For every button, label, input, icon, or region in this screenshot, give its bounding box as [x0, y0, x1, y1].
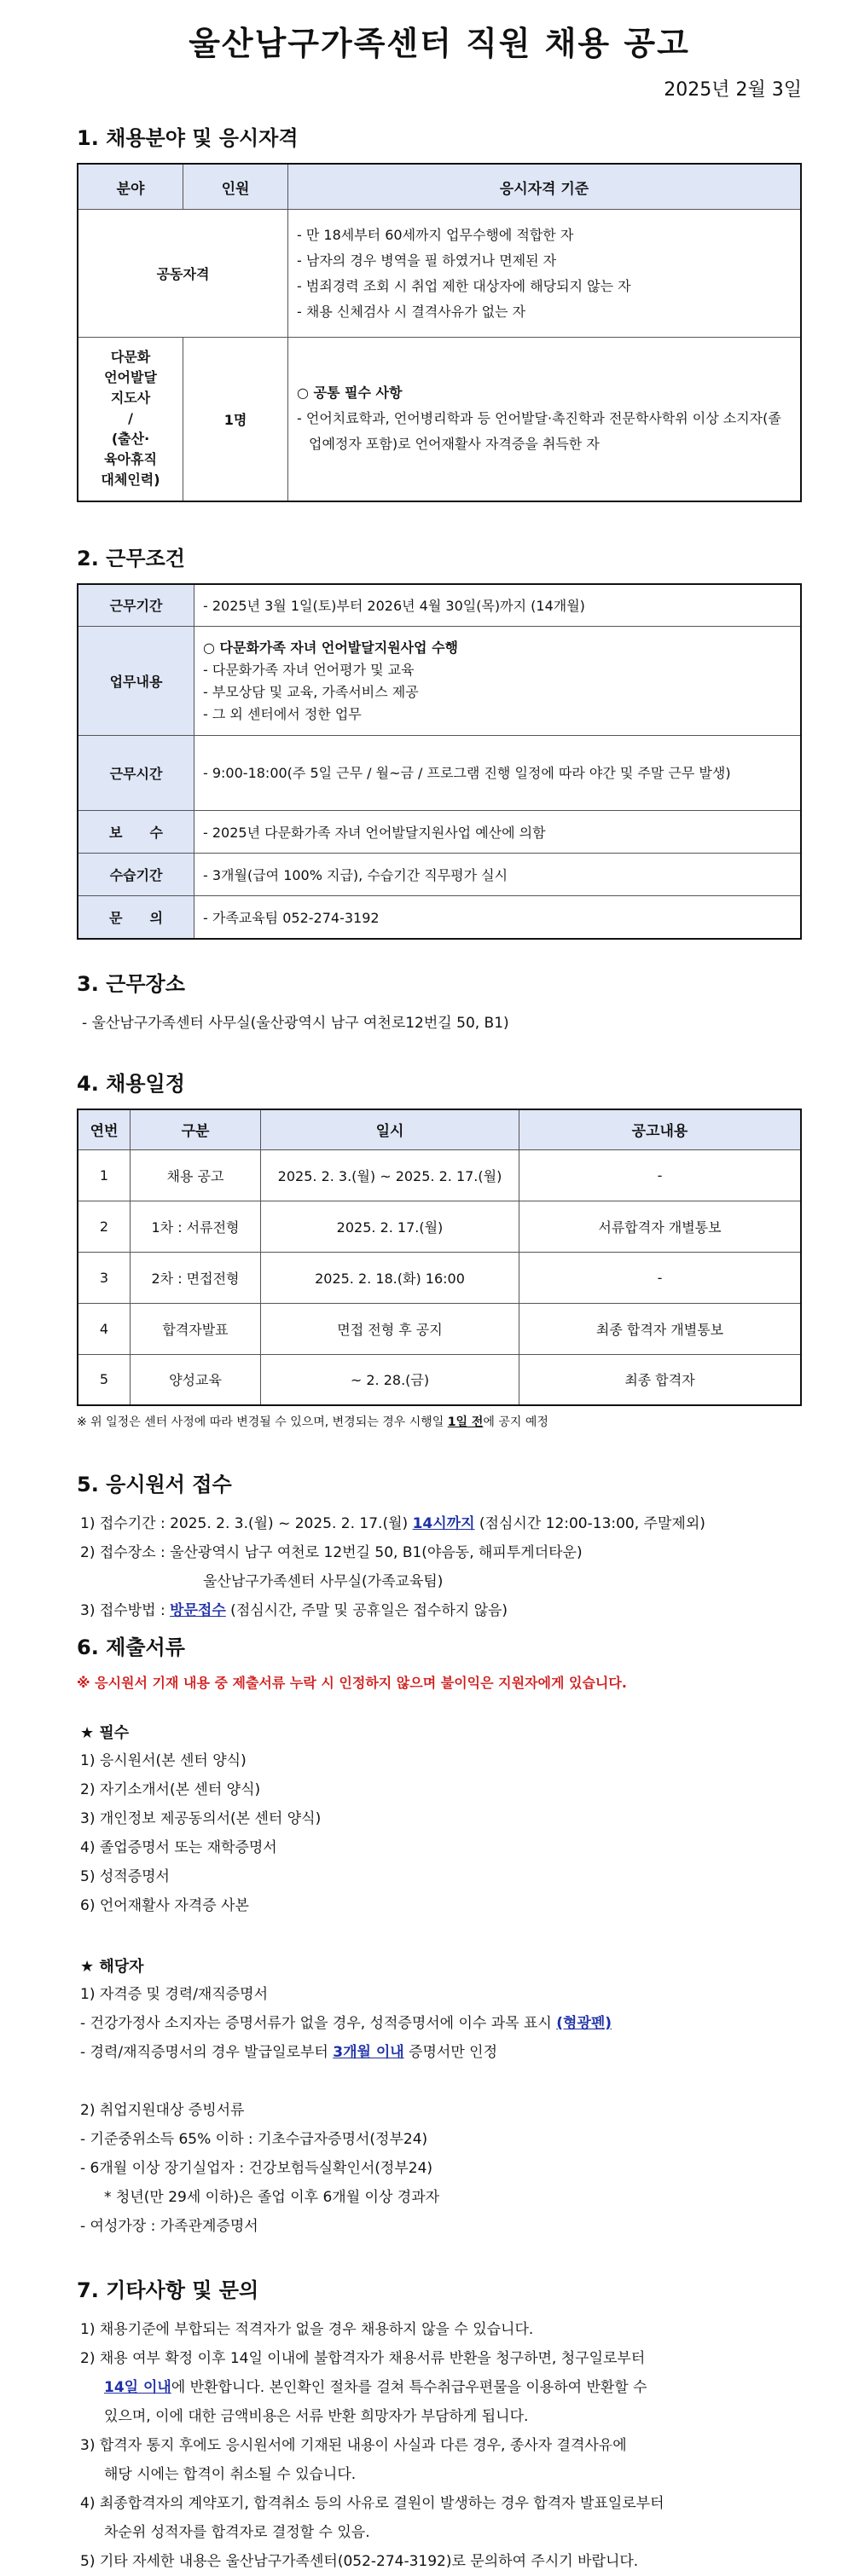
text: (점심시간, 주말 및 공휴일은 접수하지 않음) [225, 1602, 508, 1619]
text: - 경력/재직증명서의 경우 발급일로부터 [80, 2044, 334, 2061]
list-item: 1) 자격증 및 경력/재직증명서 [80, 1986, 269, 2003]
list-item-cont: 있으며, 이에 대한 금액비용은 서류 반환 희망자가 부담하게 됩니다. [104, 2408, 529, 2425]
header-count: 인원 [183, 164, 288, 210]
table-row [78, 1252, 801, 1303]
cell: - [519, 1252, 802, 1303]
contact-label: 문 의 [78, 896, 194, 939]
qualification-table [77, 163, 802, 502]
list-item: 2) 취업지원대상 증빙서류 [80, 2102, 245, 2119]
list-item: * 청년(만 29세 이하)은 졸업 이후 6개월 이상 경과자 [104, 2189, 440, 2206]
list-item: - 만 18세부터 60세까지 업무수행에 적합한 자 [297, 226, 574, 243]
probation-value: - 3개월(급여 100% 지급), 수습기간 직무평가 실시 [194, 854, 802, 896]
text: (점심시간 12:00-13:00, 주말제외) [474, 1515, 705, 1532]
table-row [78, 1201, 801, 1252]
cell: 2 [78, 1201, 131, 1252]
workplace-text: - 울산남구가족센터 사무실(울산광역시 남구 여천로12번길 50, B1) [82, 1014, 509, 1032]
other-notes [77, 2315, 802, 2576]
table-row [78, 1303, 801, 1354]
cell: 2025. 2. 17.(월) [261, 1201, 519, 1252]
section-4-heading: 4. 채용일정 [77, 1071, 185, 1096]
requirement-title: ○ 공통 필수 사항 [297, 385, 403, 402]
cell: 2차 : 면접전형 [131, 1252, 261, 1303]
header-category: 구분 [131, 1109, 261, 1150]
hours-label: 근무시간 [78, 736, 194, 811]
cell: 4 [78, 1303, 131, 1354]
header-no: 연번 [78, 1109, 131, 1150]
section-3-heading: 3. 근무장소 [77, 971, 185, 996]
hiring-count: 1명 [183, 338, 288, 501]
header-announcement: 공고내용 [519, 1109, 802, 1150]
cell: 서류합격자 개별통보 [519, 1201, 802, 1252]
cell: 1차 : 서류전형 [131, 1201, 261, 1252]
section-5-heading: 5. 응시원서 접수 [77, 1473, 232, 1496]
text: 증명서만 인정 [403, 2044, 498, 2061]
cell: ~ 2. 28.(금) [261, 1354, 519, 1405]
common-qualification-list [297, 223, 792, 325]
list-item: 3) 합격자 통지 후에도 응시원서에 기재된 내용이 사실과 다른 경우, 종사자 결격사유에 [80, 2437, 627, 2454]
list-item: 5) 기타 자세한 내용은 울산남구가족센터(052-274-3192)로 문의하여 주시기 바랍니다. [80, 2553, 639, 2570]
text: 에 반환합니다. 본인확인 절차를 걸쳐 특수취급우편물을 이용하여 반환할 수 [171, 2379, 647, 2396]
list-item: - 부모상담 및 교육, 가족서비스 제공 [203, 683, 419, 700]
header-datetime: 일시 [261, 1109, 519, 1150]
required-docs-list [77, 1746, 802, 1920]
list-item-cont: 해당 시에는 합격이 취소될 수 있습니다. [104, 2466, 357, 2483]
note-text: ※ 위 일정은 센터 사정에 따라 변경될 수 있으며, 변경되는 경우 시행일 [77, 1415, 448, 1429]
list-item: 5) 성적증명서 [80, 1868, 170, 1885]
list-item: - 남자의 경우 병역을 필 하였거나 면제된 자 [297, 252, 557, 269]
text: 1) 접수기간 : 2025. 2. 3.(월) ~ 2025. 2. 17.(월) [80, 1515, 413, 1532]
table-row [78, 1149, 801, 1201]
list-item: 4) 최종합격자의 계약포기, 합격취소 등의 사유로 결원이 발생하는 경우 합격자 발표일로부터 [80, 2495, 664, 2512]
application-place: 2) 접수장소 : 울산광역시 남구 여천로 12번길 50, B1(야음동, 해피투게더타운) [80, 1544, 583, 1561]
application-info [77, 1509, 802, 1625]
header-criteria: 응시자격 기준 [288, 164, 802, 210]
list-item: 1) 채용기준에 부합되는 적격자가 없을 경우 채용하지 않을 수 있습니다. [80, 2321, 534, 2338]
period-label: 근무기간 [78, 584, 194, 627]
cell: 양성교육 [131, 1354, 261, 1405]
list-item-cont: 차순위 성적자를 합격자로 결정할 수 있음. [104, 2524, 370, 2541]
cell: 5 [78, 1354, 131, 1405]
list-item: 2) 채용 여부 확정 이후 14일 이내에 불합격자가 채용서류 반환을 청구하면, 청구일로부터 [80, 2350, 646, 2367]
optional-docs-title: ★ 해당자 [80, 1958, 144, 1976]
section-1-heading: 1. 채용분야 및 응시자격 [77, 126, 299, 150]
cell: - [519, 1149, 802, 1201]
optional-docs-list [77, 1980, 802, 2241]
list-item: 6) 언어재활사 자격증 사본 [80, 1897, 249, 1914]
cell: 3 [78, 1252, 131, 1303]
list-item: 2) 자기소개서(본 센터 양식) [80, 1781, 261, 1798]
list-item: - 6개월 이상 장기실업자 : 건강보험득실확인서(정부24) [80, 2160, 433, 2177]
cell: 최종 합격자 개별통보 [519, 1303, 802, 1354]
contact-value: - 가족교육팀 052-274-3192 [194, 896, 802, 939]
cell: 합격자발표 [131, 1303, 261, 1354]
highlight: 3개월 이내 [333, 2044, 404, 2061]
cell: 2025. 2. 3.(월) ~ 2025. 2. 17.(월) [261, 1149, 519, 1201]
schedule-table [77, 1109, 802, 1407]
list-item: - 기준중위소득 65% 이하 : 기초수급자증명서(정부24) [80, 2131, 428, 2148]
note-highlight: 1일 전 [447, 1415, 484, 1429]
notice-date: 2025년 2월 3일 [664, 79, 802, 101]
cell: 면접 전형 후 공지 [261, 1303, 519, 1354]
common-qualification-label: 공동자격 [78, 210, 288, 338]
application-place-office: 울산남구가족센터 사무실(가족교육팀) [203, 1573, 444, 1590]
application-method [80, 1596, 802, 1625]
pay-label: 보 수 [78, 811, 194, 854]
duty-label: 업무내용 [78, 627, 194, 736]
list-item: 3) 개인정보 제공동의서(본 센터 양식) [80, 1810, 322, 1827]
pay-value: - 2025년 다문화가족 자녀 언어발달지원사업 예산에 의함 [194, 811, 802, 854]
cell: 채용 공고 [131, 1149, 261, 1201]
section-2-heading: 2. 근무조건 [77, 546, 185, 570]
cell: 2025. 2. 18.(화) 16:00 [261, 1252, 519, 1303]
work-conditions-table [77, 583, 802, 940]
submission-warning: ※ 응시원서 기재 내용 중 제출서류 누락 시 인정하지 않으며 불이익은 지원자에게 있습니다. [77, 1675, 627, 1691]
duty-title: ○ 다문화가족 자녀 언어발달지원사업 수행 [203, 639, 458, 656]
list-item [80, 2009, 802, 2038]
method-highlight: 방문접수 [170, 1602, 226, 1619]
list-item: - 채용 신체검사 시 결격사유가 없는 자 [297, 303, 526, 320]
section-6-heading: 6. 제출서류 [77, 1635, 185, 1659]
list-item: 4) 졸업증명서 또는 재학증명서 [80, 1839, 277, 1856]
list-item: 1) 응시원서(본 센터 양식) [80, 1752, 247, 1769]
job-field: 다문화 언어발달 지도사 / (출산· 육아휴직 대체인력) [78, 338, 183, 501]
probation-label: 수습기간 [78, 854, 194, 896]
highlight: (형광펜) [556, 2015, 612, 2032]
application-period [80, 1509, 802, 1538]
highlight: 14일 이내 [104, 2379, 171, 2396]
list-item-cont [80, 2373, 802, 2402]
list-item [80, 2038, 802, 2067]
period-value: - 2025년 3월 1일(토)부터 2026년 4월 30일(목)까지 (14개월) [194, 584, 802, 627]
list-item: - 범죄경력 조회 시 취업 제한 대상자에 해당되지 않는 자 [297, 277, 631, 294]
required-docs-title: ★ 필수 [80, 1724, 130, 1742]
section-7-heading: 7. 기타사항 및 문의 [77, 2278, 259, 2302]
requirement-text: - 언어치료학과, 언어병리학과 등 언어발달·촉진학과 전문학사학위 이상 소지자(졸업예정자 포함)로 언어재활사 자격증을 취득한 자 [297, 410, 781, 453]
schedule-note [77, 1413, 802, 1430]
hours-value: - 9:00-18:00(주 5일 근무 / 월~금 / 프로그램 진행 일정에 따라 야간 및 주말 근무 발생) [194, 736, 802, 811]
cell: 1 [78, 1149, 131, 1201]
header-field: 분야 [78, 164, 183, 210]
table-row [78, 1354, 801, 1405]
cell: 최종 합격자 [519, 1354, 802, 1405]
list-item: - 여성가장 : 가족관계증명서 [80, 2218, 258, 2235]
deadline-highlight: 14시까지 [412, 1515, 475, 1532]
text: - 건강가정사 소지자는 증명서류가 없을 경우, 성적증명서에 이수 과목 표시 [80, 2015, 557, 2032]
list-item: - 다문화가족 자녀 언어평가 및 교육 [203, 661, 415, 678]
text: 3) 접수방법 : [80, 1602, 171, 1619]
note-text: 에 공지 예정 [483, 1415, 548, 1429]
page-title: 울산남구가족센터 직원 채용 공고 [189, 25, 690, 62]
list-item: - 그 외 센터에서 정한 업무 [203, 705, 362, 722]
